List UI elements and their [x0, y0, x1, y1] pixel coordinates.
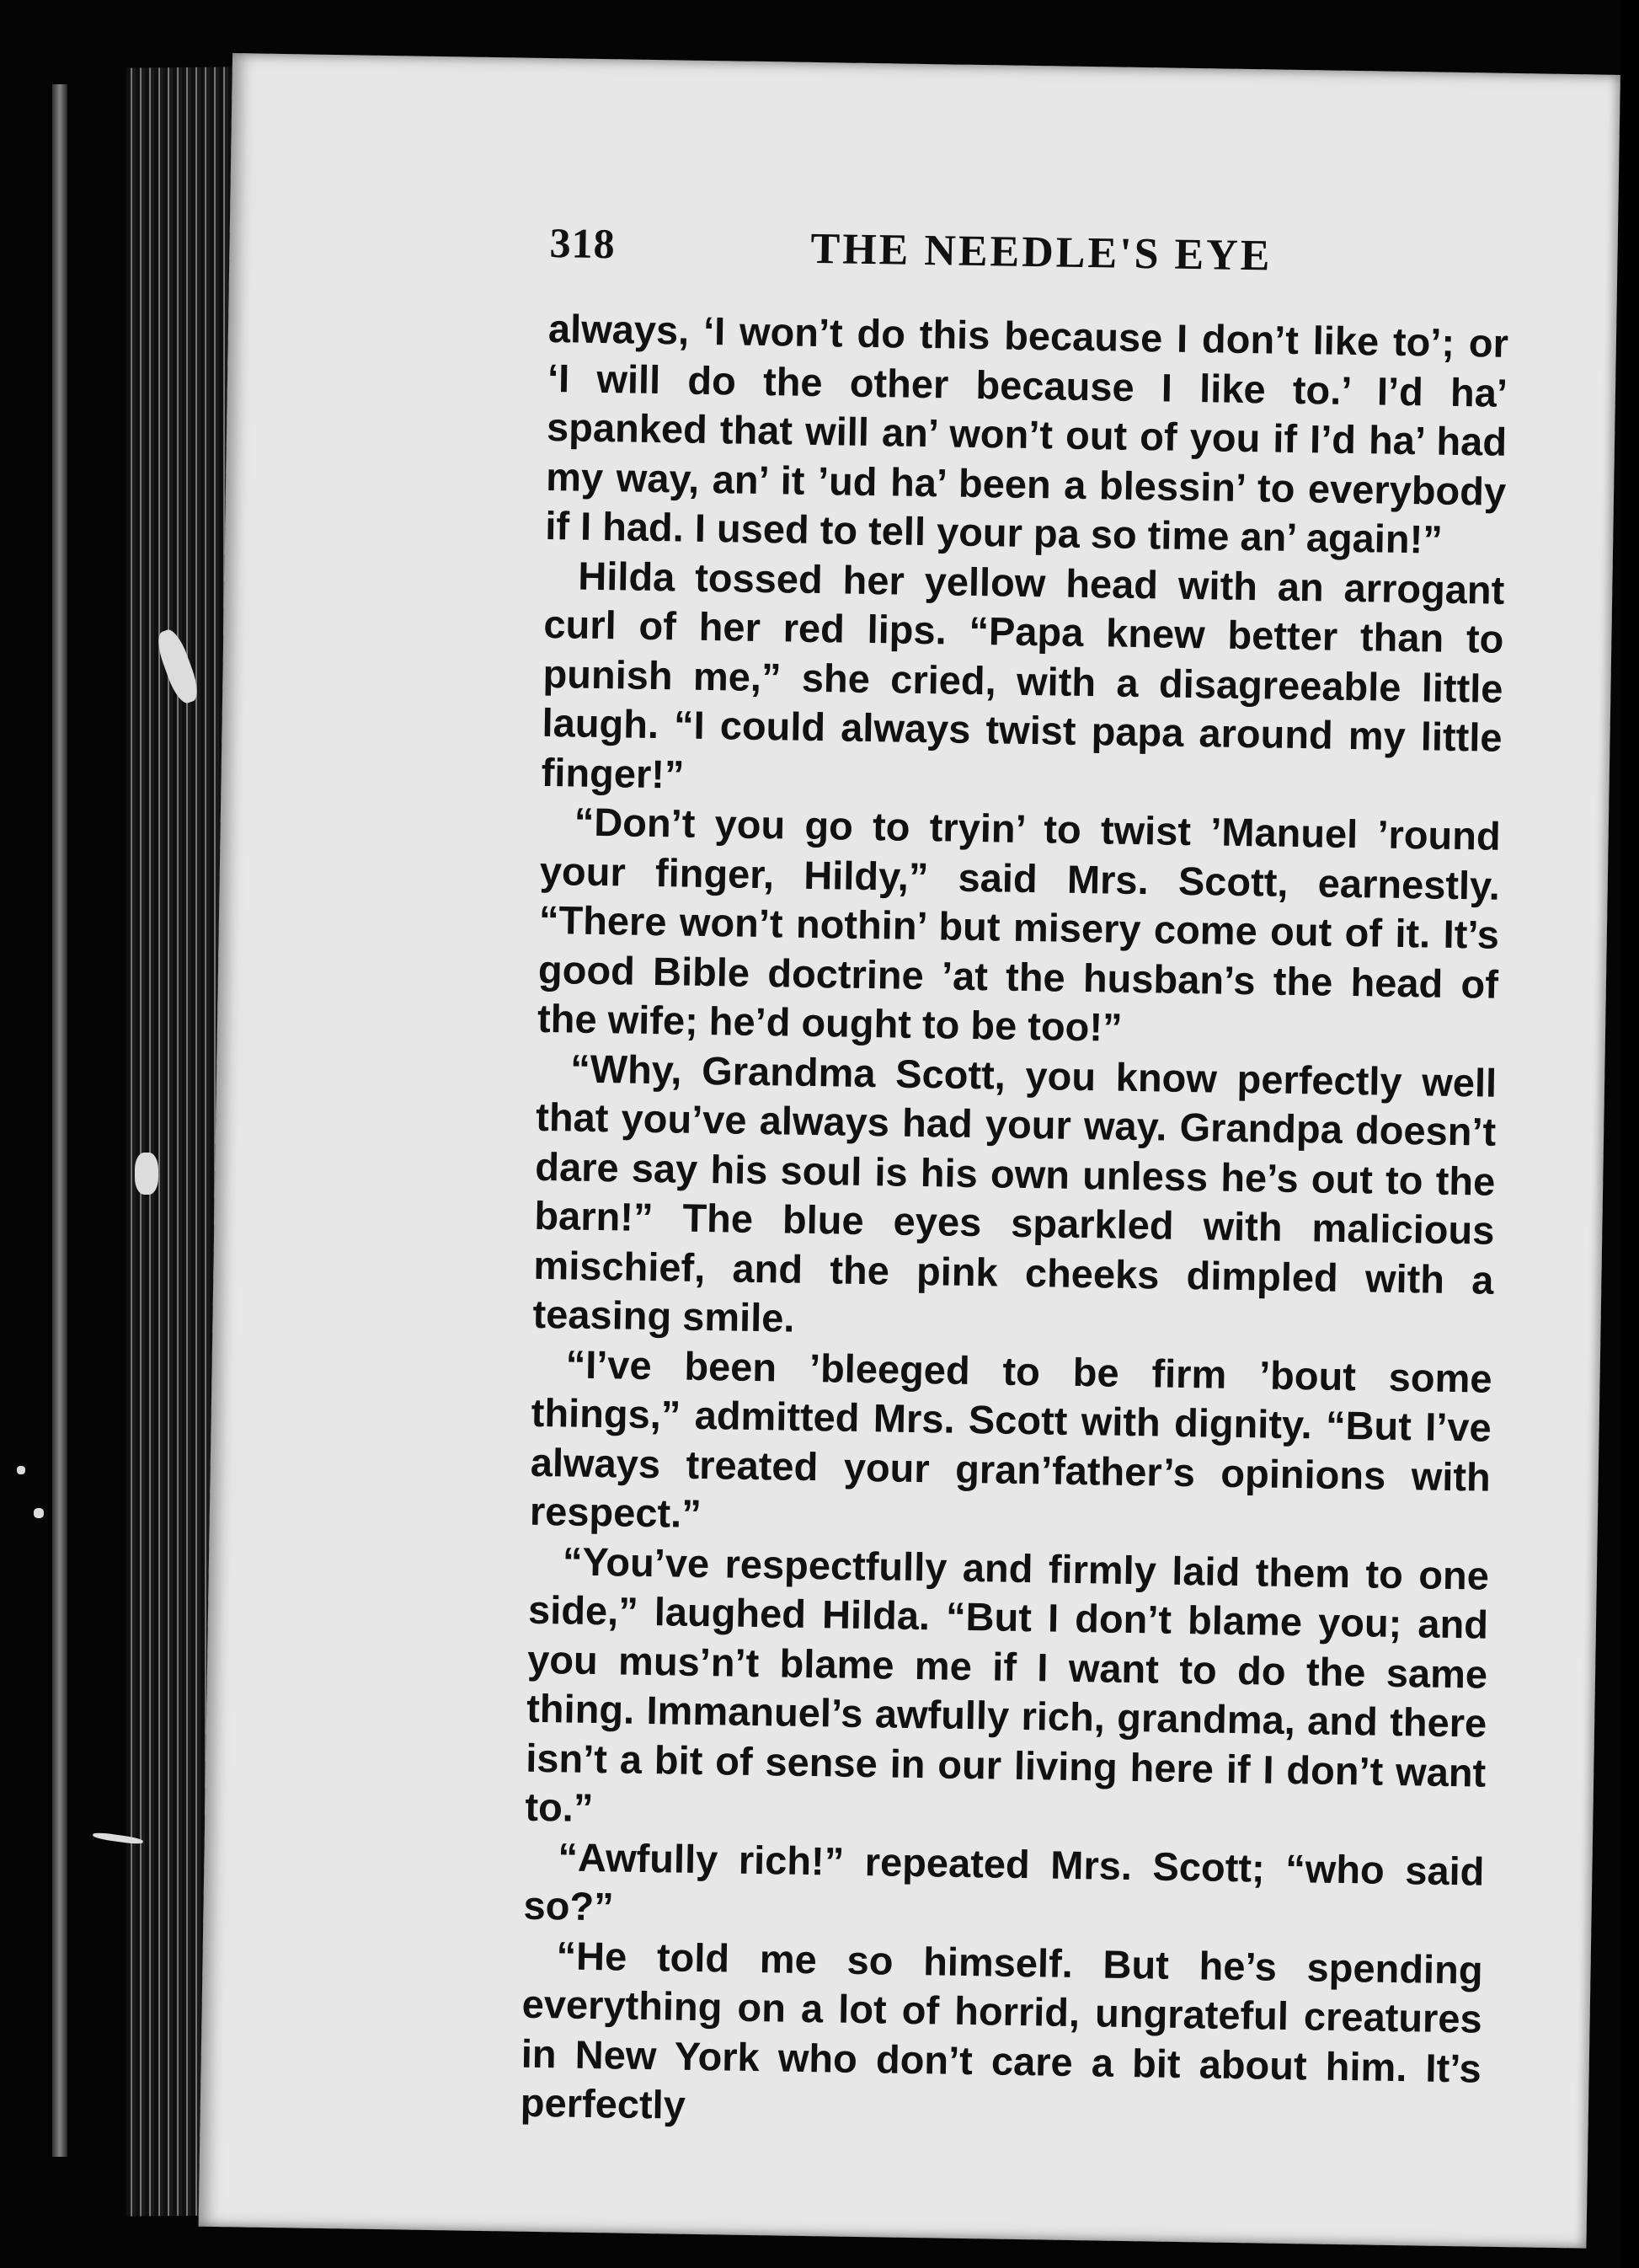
book-page — [199, 53, 1620, 2249]
page-body-text — [520, 304, 1508, 2142]
paragraph-3: “Don’t you go to tryin’ to twist ’Manuel ’round your finger, Hildy,” said Mrs. Scott, earnestly. “There won’t nothin’ but misery come out of it. It’s good Bible doctrine ’at the husban’s the head of the wife; he’d ought to be too!” — [537, 799, 1502, 1050]
paragraph-6: “You’ve respectfully and firmly laid them to one side,” laughed Hilda. “But I don’t blame you; and you mus’n’t blame me if I want to do the same thing. Immanuel’s awfully rich, grandma, and there isn’t a bit of sense in our living here if I don’t want to.” — [525, 1538, 1490, 1831]
paragraph-7: “Awfully rich!” repeated Mrs. Scott; “who said so?” — [523, 1833, 1485, 1929]
paragraph-1: always, ‘I won’t do this because I don’t like to’; or ‘I will do the other because I like to.’ I’d ha’ spanked that will an’ won’t out of you if I’d ha’ had my way, an’ it ’ud ha’ been a blessin’ to everybody if I had. I used to tell your pa so time an’ again!” — [544, 305, 1509, 562]
scan-right-border — [1620, 0, 1639, 2268]
scan-speck — [135, 1153, 158, 1195]
running-head: THE NEEDLE'S EYE — [810, 224, 1273, 281]
page-header — [549, 218, 1476, 300]
paragraph-8: “He told me so himself. But he’s spending everything on a lot of horrid, ungrateful creatures in New York who don’t care a bit about him. It’s perfectly — [520, 1932, 1483, 2127]
paragraph-4: “Why, Grandma Scott, you know perfectly well that you’ve always had your way. Grandpa doesn’t dare say his soul is his own unless he’s out to the barn!” The blue eyes sparkled with malicious mischief, and the pink cheeks dimpled with a teasing smile. — [532, 1046, 1498, 1340]
scan-speck — [17, 1466, 25, 1474]
paragraph-2: Hilda tossed her yellow head with an arrogant curl of her red lips. “Papa knew better than to punish me,” she cried, with a disagreeable little laugh. “I could always twist papa around my little finger!” — [541, 553, 1505, 797]
book-spine-edge — [52, 84, 67, 2157]
page-number: 318 — [549, 219, 617, 268]
scan-speck — [34, 1508, 44, 1518]
paragraph-5: “I’ve been ’bleeged to be firm ’bout some things,” admitted Mrs. Scott with dignity. “But I’ve always treated your gran’father’s opinions with respect.” — [529, 1340, 1492, 1537]
